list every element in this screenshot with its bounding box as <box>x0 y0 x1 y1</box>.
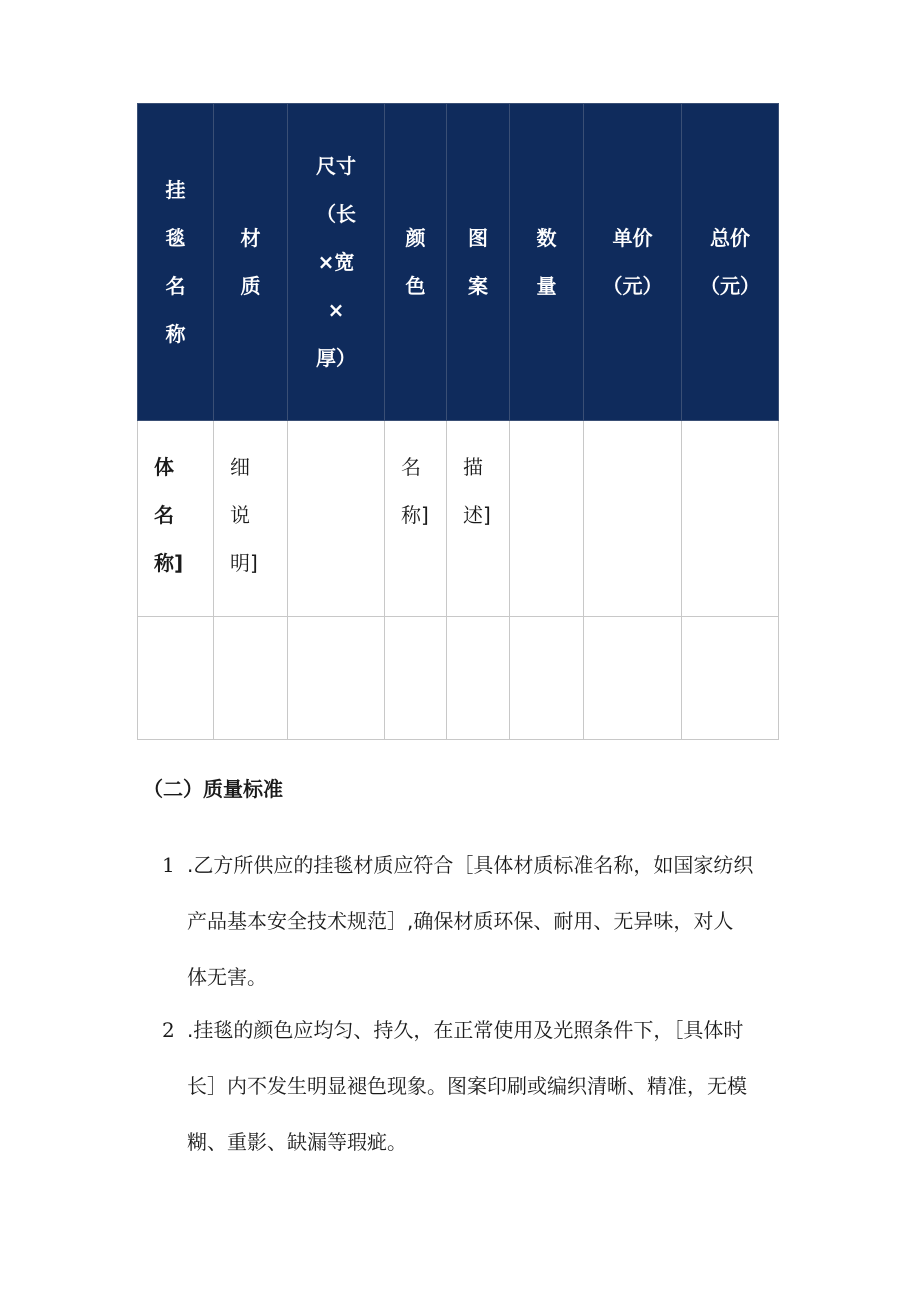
header-cell-pattern <box>447 104 510 421</box>
cell-text: 描 述] <box>463 455 491 527</box>
table-cell <box>385 617 447 740</box>
section-title: （二）质量标准 <box>143 777 283 801</box>
header-cell-size <box>288 104 385 421</box>
header-text: 尺寸 （长 ×宽 × 厚） <box>316 154 356 370</box>
header-cell-quantity <box>510 104 584 421</box>
table-cell <box>682 617 779 740</box>
item-number: 1 <box>162 853 175 877</box>
header-cell-material <box>214 104 288 421</box>
table-cell <box>214 421 288 617</box>
header-text: 总价 （元） <box>700 226 760 298</box>
table-cell <box>682 421 779 617</box>
cell-text: 名 称] <box>401 455 429 527</box>
item-number: 2 <box>162 1018 175 1042</box>
header-text: 颜 色 <box>405 226 426 298</box>
table-cell <box>288 421 385 617</box>
cell-text: 体 名 称] <box>154 455 184 575</box>
paragraph-line: 长］内不发生明显褪色现象。图案印刷或编织清晰、精准，无模 <box>187 1074 747 1098</box>
table-cell <box>584 421 682 617</box>
paragraph-line: 产品基本安全技术规范］,确保材质环保、耐用、无异味，对人 <box>187 909 734 933</box>
list-item <box>162 837 762 1005</box>
header-cell-total-price <box>682 104 779 421</box>
paragraph-line: 体无害。 <box>187 965 267 989</box>
paragraph-line: 糊、重影、缺漏等瑕疵。 <box>187 1130 407 1154</box>
table-cell <box>510 421 584 617</box>
paragraph-line: .挂毯的颜色应均匀、持久，在正常使用及光照条件下，［具体时 <box>187 1018 744 1042</box>
table-cell <box>447 617 510 740</box>
table-cell <box>584 617 682 740</box>
table-cell <box>214 617 288 740</box>
header-cell-color <box>385 104 447 421</box>
header-text: 数 量 <box>536 226 557 298</box>
table-cell <box>385 421 447 617</box>
table-row <box>138 617 779 740</box>
table-cell <box>288 617 385 740</box>
paragraph-line: .乙方所供应的挂毯材质应符合［具体材质标准名称，如国家纺织 <box>187 853 754 877</box>
table-header-row <box>138 104 779 421</box>
header-text: 挂 毯 名 称 <box>165 178 186 346</box>
header-cell-name <box>138 104 214 421</box>
cell-text: 细 说 明] <box>230 455 258 575</box>
table-row <box>138 421 779 617</box>
header-text: 材 质 <box>240 226 261 298</box>
table-cell <box>510 617 584 740</box>
table-cell <box>138 617 214 740</box>
list-item <box>162 1002 762 1170</box>
header-text: 图 案 <box>468 226 488 298</box>
product-spec-table <box>137 103 779 740</box>
header-cell-unit-price <box>584 104 682 421</box>
table-cell <box>447 421 510 617</box>
header-text: 单价 （元） <box>602 226 663 298</box>
table-cell <box>138 421 214 617</box>
